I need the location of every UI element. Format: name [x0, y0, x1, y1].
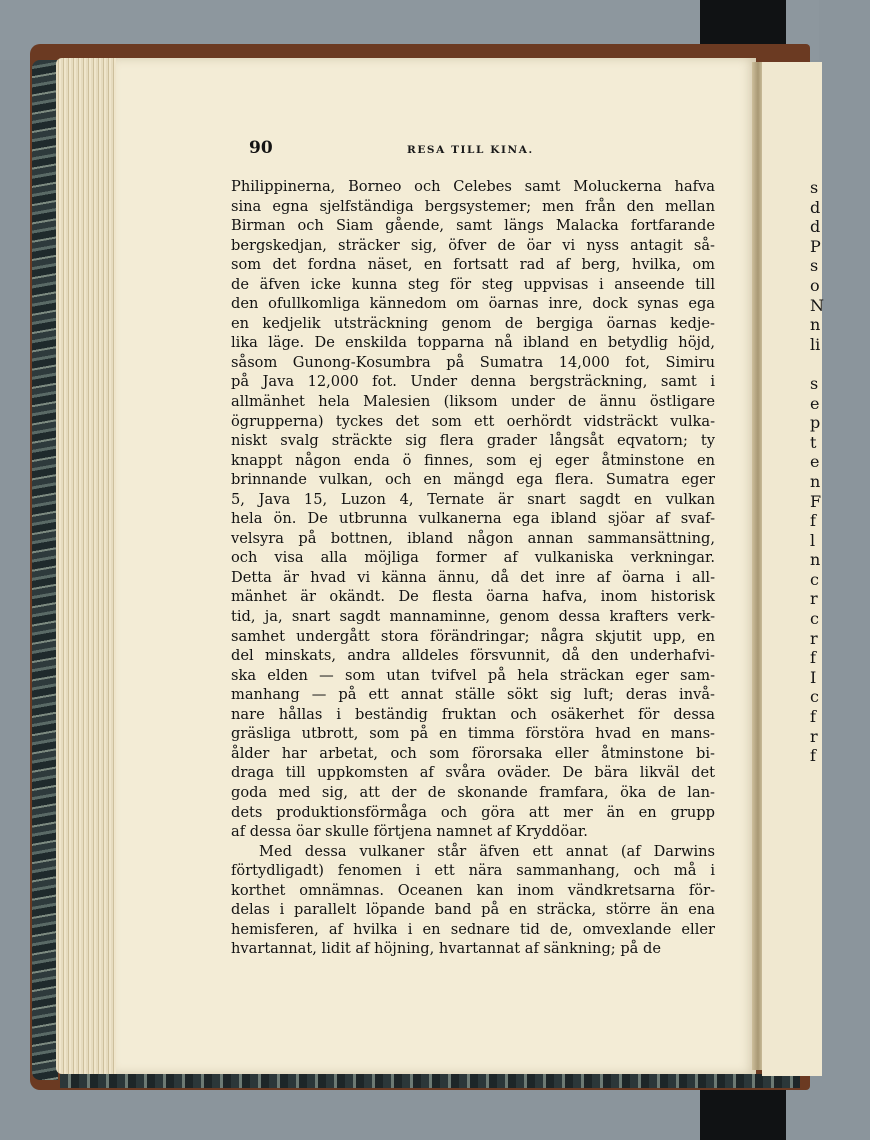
text-line: gräsliga utbrott, som på en timma förstöra hvad en mans-: [231, 725, 715, 743]
text-line: samhet undergått stora förändringar; några skjutit upp, en: [231, 627, 715, 645]
text-line: draga till uppkomsten af svåra oväder. De bära likväl det: [231, 764, 715, 782]
facing-page-fragment: d: [810, 217, 821, 237]
text-line: Birman och Siam gående, samt längs Malacka fortfarande: [231, 217, 715, 235]
text-line: allmänhet hela Malesien (liksom under de ännu östligare: [231, 393, 715, 411]
facing-page-fragment: f: [810, 511, 816, 531]
text-line: velsyra på bottnen, ibland någon annan sammansättning,: [231, 529, 715, 547]
text-line: del minskats, andra alldeles försvunnit, då den underhafvi-: [231, 647, 715, 665]
text-line: Detta är hvad vi känna ännu, då det inre af öarna i all-: [231, 568, 715, 586]
facing-page-fragment: o: [810, 275, 820, 295]
facing-page-fragment: r: [810, 628, 818, 648]
facing-page-fragment: P: [810, 236, 821, 256]
facing-page: [762, 62, 822, 1076]
text-line: manhang — på ett annat ställe sökt sig luft; deras invå-: [231, 686, 715, 704]
facing-page-fragment: c: [810, 609, 819, 629]
text-line: lika läge. De enskilda topparna nå ibland en betydlig höjd,: [231, 334, 715, 352]
text-line: dets produktionsförmåga och göra att mer än en grupp: [231, 803, 715, 821]
text-line: ålder har arbetat, och som förorsaka eller åtminstone bi-: [231, 744, 715, 762]
text-line: knappt någon enda ö finnes, som ej eger åtminstone en: [231, 451, 715, 469]
text-line: och visa alla möjliga former af vulkaniska verkningar.: [231, 549, 715, 567]
facing-page-fragment: r: [810, 589, 818, 609]
text-line: delas i parallelt löpande band på en sträcka, större än ena: [231, 901, 715, 919]
marbled-edge-left: [32, 60, 58, 1080]
marbled-edge-bottom: [60, 1074, 800, 1088]
text-line: ska elden — som utan tvifvel på hela sträckan eger sam-: [231, 666, 715, 684]
facing-page-text: [762, 178, 870, 766]
facing-page-fragment: e: [810, 452, 820, 472]
text-line: mänhet är okändt. De flesta öarna hafva, inom historisk: [231, 588, 715, 606]
facing-page-fragment: d: [810, 197, 821, 217]
facing-page-fragment: t: [810, 432, 817, 452]
facing-page-fragment: r: [810, 726, 818, 746]
text-line: Med dessa vulkaner står äfven ett annat (af Darwins: [259, 842, 715, 860]
text-line: brinnande vulkan, och en mängd ega flera. Sumatra eger: [231, 471, 715, 489]
text-line: de äfven icke kunna steg för steg uppvisas i anseende till: [231, 275, 715, 293]
facing-page-fragment: li: [810, 334, 821, 354]
facing-page-fragment: l: [810, 530, 816, 550]
body-text: [231, 177, 715, 959]
text-line: goda med sig, att der de skonande framfara, öka de lan-: [231, 783, 715, 801]
text-line: på Java 12,000 fot. Under denna bergsträckning, samt i: [231, 373, 715, 391]
facing-page-fragment: [810, 354, 870, 374]
text-line: Philippinerna, Borneo och Celebes samt Moluckerna hafva: [231, 178, 715, 195]
text-line: niskt svalg sträckte sig flera grader långsåt eqvatorn; ty: [231, 432, 715, 450]
facing-page-fragment: I: [810, 667, 817, 687]
page-edges: [56, 58, 118, 1074]
facing-page-fragment: n: [810, 315, 821, 335]
page-header: [249, 138, 719, 164]
text-line: hvartannat, lidit af höjning, hvartannat af sänkning; på de: [231, 940, 661, 958]
text-line: den ofullkomliga kännedom om öarnas inre, dock synas ega: [231, 295, 715, 313]
text-line: nare hållas i beständig fruktan och osäkerhet för dessa: [231, 705, 715, 723]
text-line: korthet omnämnas. Oceanen kan inom vändkretsarna för-: [231, 881, 715, 899]
text-line: förtydligadt) fenomen i ett nära sammanhang, och må i: [231, 862, 715, 880]
facing-page-fragment: f: [810, 648, 816, 668]
text-line: sina egna sjelfständiga bergsystemer; men från den mellan: [231, 197, 715, 215]
text-line: en kedjelik utsträckning genom de bergiga öarnas kedje-: [231, 314, 715, 332]
text-line: tid, ja, snart sagdt mannaminne, genom dessa krafters verk-: [231, 608, 715, 626]
facing-page-fragment: f: [810, 746, 816, 766]
text-line: ögrupperna) tyckes det som ett oerhördt vidsträckt vulka-: [231, 412, 715, 430]
text-line: 5, Java 15, Luzon 4, Ternate är snart sagdt en vulkan: [231, 490, 715, 508]
text-line: som det fordna näset, en fortsatt rad af berg, hvilka, om: [231, 256, 715, 274]
facing-page-fragment: c: [810, 569, 819, 589]
facing-page-fragment: n: [810, 471, 821, 491]
text-line: hemisferen, af hvilka i en sednare tid de, omvexlande eller: [231, 920, 715, 938]
facing-page-fragment: s: [810, 373, 819, 393]
text-line: bergskedjan, sträcker sig, öfver de öar vi nyss antagit så-: [231, 236, 715, 254]
facing-page-fragment: f: [810, 707, 816, 727]
facing-page-fragment: n: [810, 550, 821, 570]
text-line: såsom Gunong-Kosumbra på Sumatra 14,000 fot, Simiru: [231, 353, 715, 371]
page-number: 90: [249, 138, 273, 158]
facing-page-fragment: s: [810, 256, 819, 276]
running-title: RESA TILL KINA.: [407, 144, 534, 156]
facing-page-fragment: e: [810, 393, 820, 413]
facing-page-fragment: s: [810, 178, 819, 197]
facing-page-fragment: p: [810, 413, 821, 433]
text-line: hela ön. De utbrunna vulkanerna ega ibland sjöar af svaf-: [231, 510, 715, 528]
facing-page-fragment: c: [810, 687, 819, 707]
text-line: af dessa öar skulle förtjena namnet af Kryddöar.: [231, 823, 588, 841]
facing-page-fragment: F: [810, 491, 822, 511]
facing-page-fragment: N: [810, 295, 824, 315]
